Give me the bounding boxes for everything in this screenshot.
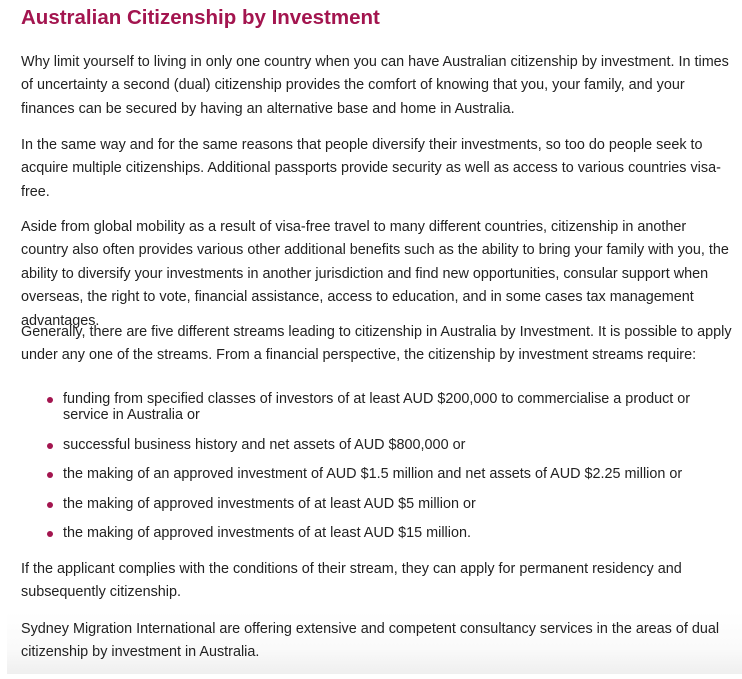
bullet-icon bbox=[47, 502, 53, 508]
permanent-residency-paragraph: If the applicant complies with the conditions of their stream, they can apply for permanent residency and subsequently citizenship. bbox=[21, 561, 682, 601]
bullet-icon bbox=[47, 397, 53, 403]
bullet-icon bbox=[47, 472, 53, 478]
intro-paragraph: Why limit yourself to living in only one country when you can have Australian citizenship by investment. In times of uncertainty a second (dual) citizenship provides the comfort of knowing that you, your family, and your finances can be secured by having an alternative base and home in Australia. bbox=[21, 54, 729, 117]
list-item bbox=[21, 391, 733, 423]
list-item bbox=[21, 496, 733, 512]
list-item bbox=[21, 437, 733, 453]
list-item-text: successful business history and net assets of AUD $800,000 or bbox=[63, 436, 466, 453]
list-item-text: the making of approved investments of at least AUD $15 million. bbox=[63, 525, 471, 541]
consultancy-paragraph: Sydney Migration International are offering extensive and competent consultancy services in the areas of dual citizenship by investment in Australia. bbox=[21, 621, 720, 661]
diversify-paragraph: In the same way and for the same reasons that people diversify their investments, so too do people seek to acquire multiple citizenships. Additional passports provide security as well as access to various countries visa-free. bbox=[21, 137, 721, 200]
list-item-text: the making of approved investments of at least AUD $5 million or bbox=[63, 495, 476, 512]
benefits-paragraph: Aside from global mobility as a result of visa-free travel to many different countries, citizenship in another country also often provides various other additional benefits such as the ability to bring your family with you, the ability to diversify your investments in another jurisdiction and find new opportunities, consular support when overseas, the right to vote, financial assistance, access to education, and in some cases tax management advantages. bbox=[21, 219, 729, 329]
list-item-text: the making of an approved investment of AUD $1.5 million and net assets of AUD $2.25 million or bbox=[63, 466, 683, 482]
bullet-icon bbox=[47, 443, 53, 449]
list-item-text: funding from specified classes of investors of at least AUD $200,000 to commercialise a product or service in Australia or bbox=[63, 391, 691, 423]
list-item bbox=[21, 466, 733, 482]
bullet-icon bbox=[47, 531, 53, 537]
page-title: Australian Citizenship by Investment bbox=[21, 6, 380, 29]
streams-list bbox=[21, 391, 733, 555]
list-item bbox=[21, 525, 733, 541]
streams-paragraph: Generally, there are five different streams leading to citizenship in Australia by Investment. It is possible to apply under any one of the streams. From a financial perspective, the citizenship by investment streams require: bbox=[21, 324, 732, 364]
